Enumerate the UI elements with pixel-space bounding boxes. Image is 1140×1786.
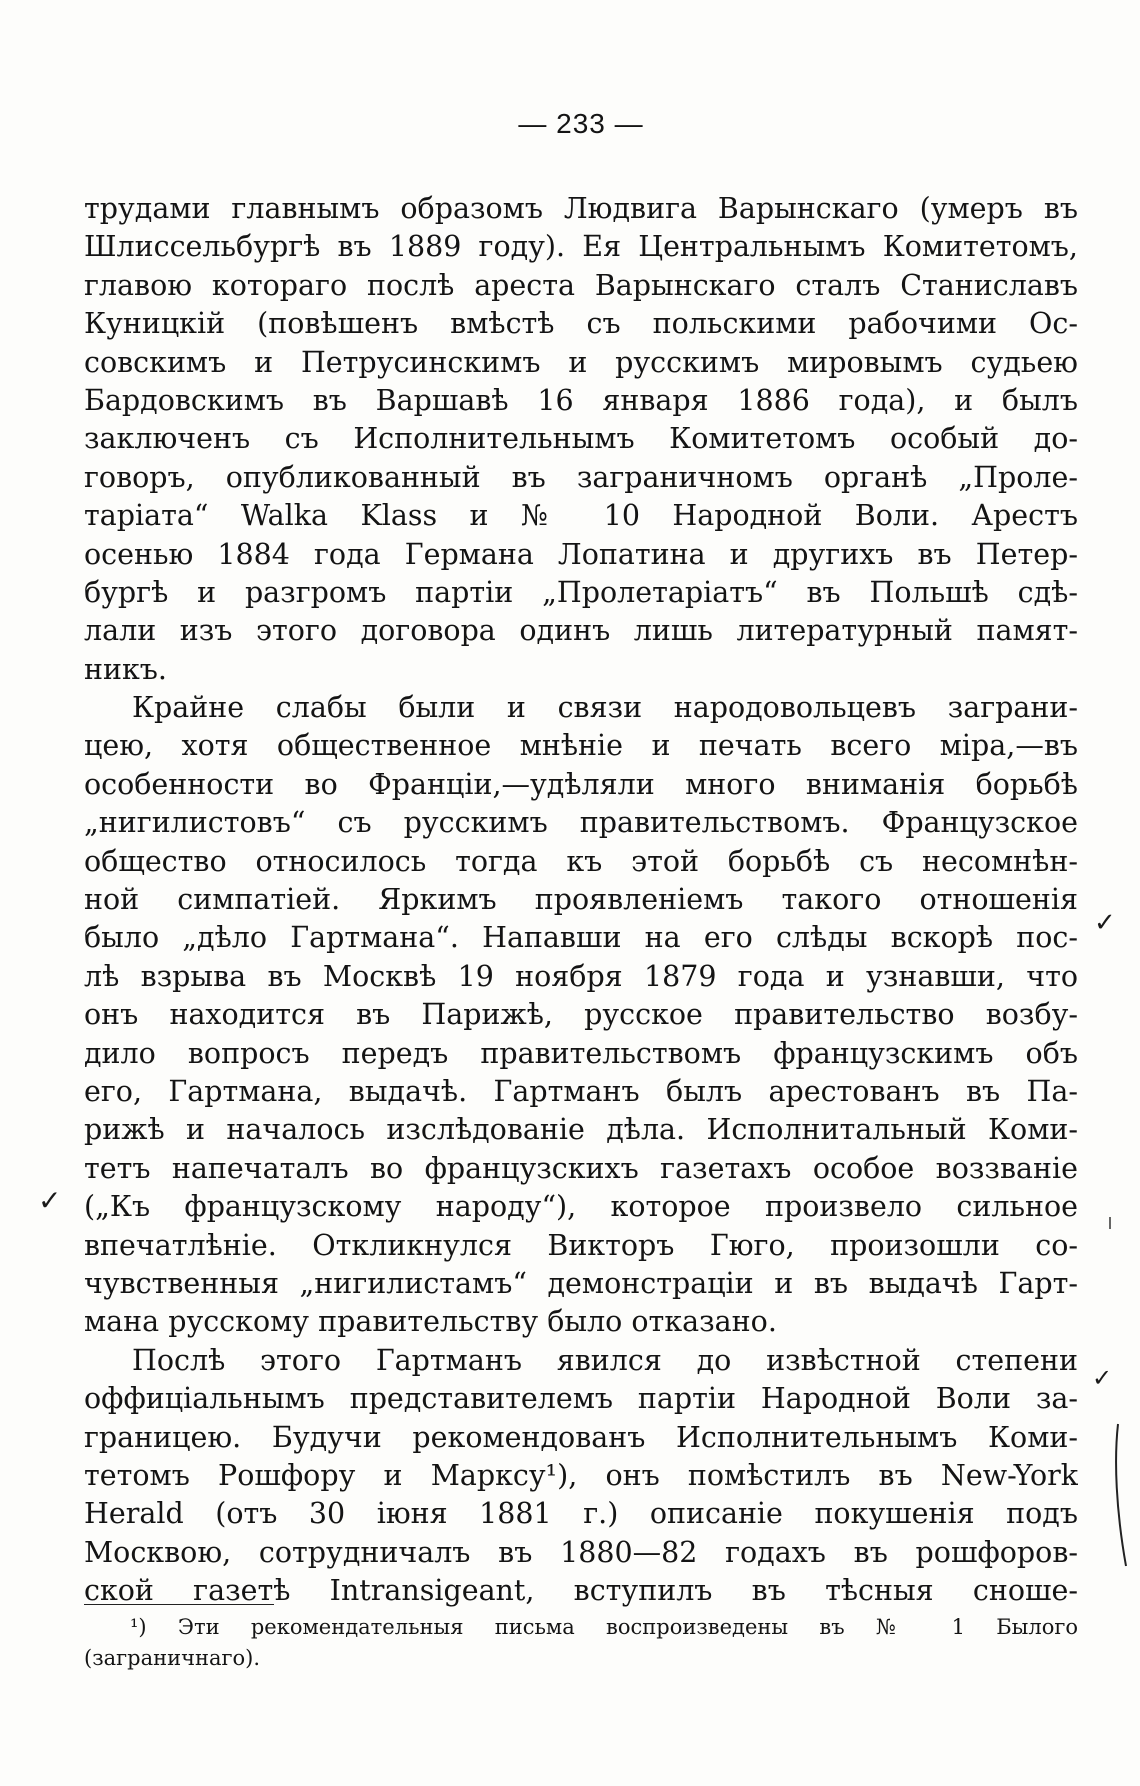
- text-line: таріата“ Walka Klass и № 10 Народной Воли. Арестъ: [84, 499, 1078, 533]
- text-line: впечатлѣніе. Откликнулся Викторъ Гюго, произошли со-: [84, 1228, 1078, 1262]
- margin-check-mark: ✓: [1092, 1364, 1113, 1392]
- text-line: заключенъ съ Исполнительнымъ Комитетомъ особый до-: [84, 422, 1078, 456]
- text-line: Куницкій (повѣшенъ вмѣстѣ съ польскими рабочими Ос-: [84, 307, 1078, 341]
- text-line: Крайне слабы были и связи народовольцевъ заграни-: [132, 691, 1078, 725]
- text-line: ной симпатіей. Яркимъ проявленіемъ такого отношенія: [84, 883, 1078, 917]
- text-line: Шлиссельбургѣ въ 1889 году). Ея Центральнымъ Комитетомъ,: [84, 230, 1078, 264]
- text-line: лѣ взрыва въ Москвѣ 19 ноября 1879 года и узнавши, что: [84, 959, 1078, 993]
- text-line: Herald (отъ 30 іюня 1881 г.) описаніе покушенія подъ: [84, 1497, 1078, 1531]
- text-line: лали изъ этого договора одинъ лишь литературный памят-: [84, 614, 1078, 648]
- text-line: рижѣ и началось изслѣдованіе дѣла. Исполнитальный Коми-: [84, 1113, 1078, 1147]
- text-line: Бардовскимъ въ Варшавѣ 16 января 1886 года), и былъ: [84, 383, 1078, 417]
- text-line: онъ находится въ Парижѣ, русское правительство возбу-: [84, 998, 1078, 1032]
- text-line: границею. Будучи рекомендованъ Исполнительнымъ Коми-: [84, 1420, 1078, 1454]
- text-line: трудами главнымъ образомъ Людвига Варынскаго (умеръ въ: [84, 192, 1078, 225]
- text-line: дило вопросъ передъ правительствомъ французскимъ объ: [84, 1036, 1078, 1070]
- text-line: цею, хотя общественное мнѣніе и печать всего міра,—въ: [84, 729, 1078, 763]
- margin-tick-mark: [1106, 1216, 1114, 1230]
- text-line: чувственныя „нигилистамъ“ демонстраціи и въ выдачѣ Гарт-: [84, 1266, 1078, 1300]
- text-line: его, Гартмана, выдачѣ. Гартманъ былъ арестованъ въ Па-: [84, 1074, 1078, 1108]
- text-line: Москвою, сотрудничалъ въ 1880—82 годахъ въ рошфоров-: [84, 1535, 1078, 1569]
- text-line: было „дѣло Гартмана“. Напавши на его слѣды вскорѣ пос-: [84, 921, 1078, 955]
- book-page: [84, 0, 1078, 1786]
- footnote-line: ¹) Эти рекомендательныя письма воспроизведены въ № 1 Былого: [130, 1615, 1078, 1639]
- text-line: осенью 1884 года Германа Лопатина и другихъ въ Петер-: [84, 537, 1078, 571]
- text-line: главою котораго послѣ ареста Варынскаго сталъ Станиславъ: [84, 268, 1078, 302]
- body-text: [84, 190, 1078, 1610]
- text-line: особенности во Франціи,—удѣляли много вниманія борьбѣ: [84, 767, 1078, 801]
- text-line: общество относилось тогда къ этой борьбѣ съ несомнѣн-: [84, 844, 1078, 878]
- text-line: бургѣ и разгромъ партіи „Пролетаріатъ“ въ Польшѣ сдѣ-: [84, 575, 1078, 609]
- footnote-divider: [84, 1604, 274, 1605]
- text-line: („Къ французскому народу“), которое произвело сильное: [84, 1190, 1078, 1224]
- text-line: тетомъ Рошфору и Марксу¹), онъ помѣстилъ въ New-York: [84, 1458, 1078, 1492]
- text-line: говоръ, опубликованный въ заграничномъ органѣ „Проле-: [84, 460, 1078, 494]
- text-line: никъ.: [84, 652, 167, 686]
- page-number: — 233 —: [518, 108, 644, 139]
- text-line: мана русскому правительству было отказано.: [84, 1305, 777, 1339]
- text-line: Послѣ этого Гартманъ явился до извѣстной степени: [132, 1343, 1078, 1377]
- text-line: ской газетѣ Intransigeant, вступилъ въ тѣсныя сноше-: [84, 1574, 1078, 1608]
- margin-bracket-mark: [1112, 1420, 1132, 1570]
- text-line: тетъ напечаталъ во французскихъ газетахъ особое воззваніе: [84, 1151, 1078, 1185]
- text-line: совскимъ и Петрусинскимъ и русскимъ мировымъ судьею: [84, 345, 1078, 379]
- footnote: [84, 1612, 1078, 1674]
- text-line: „нигилистовъ“ съ русскимъ правительствомъ. Французское: [84, 806, 1078, 840]
- margin-check-mark: ✓: [1094, 908, 1116, 938]
- footnote-line: (заграничнаго).: [84, 1646, 261, 1670]
- margin-check-mark: ✓: [38, 1184, 62, 1217]
- text-line: оффиціальнымъ представителемъ партіи Народной Воли за-: [84, 1382, 1078, 1416]
